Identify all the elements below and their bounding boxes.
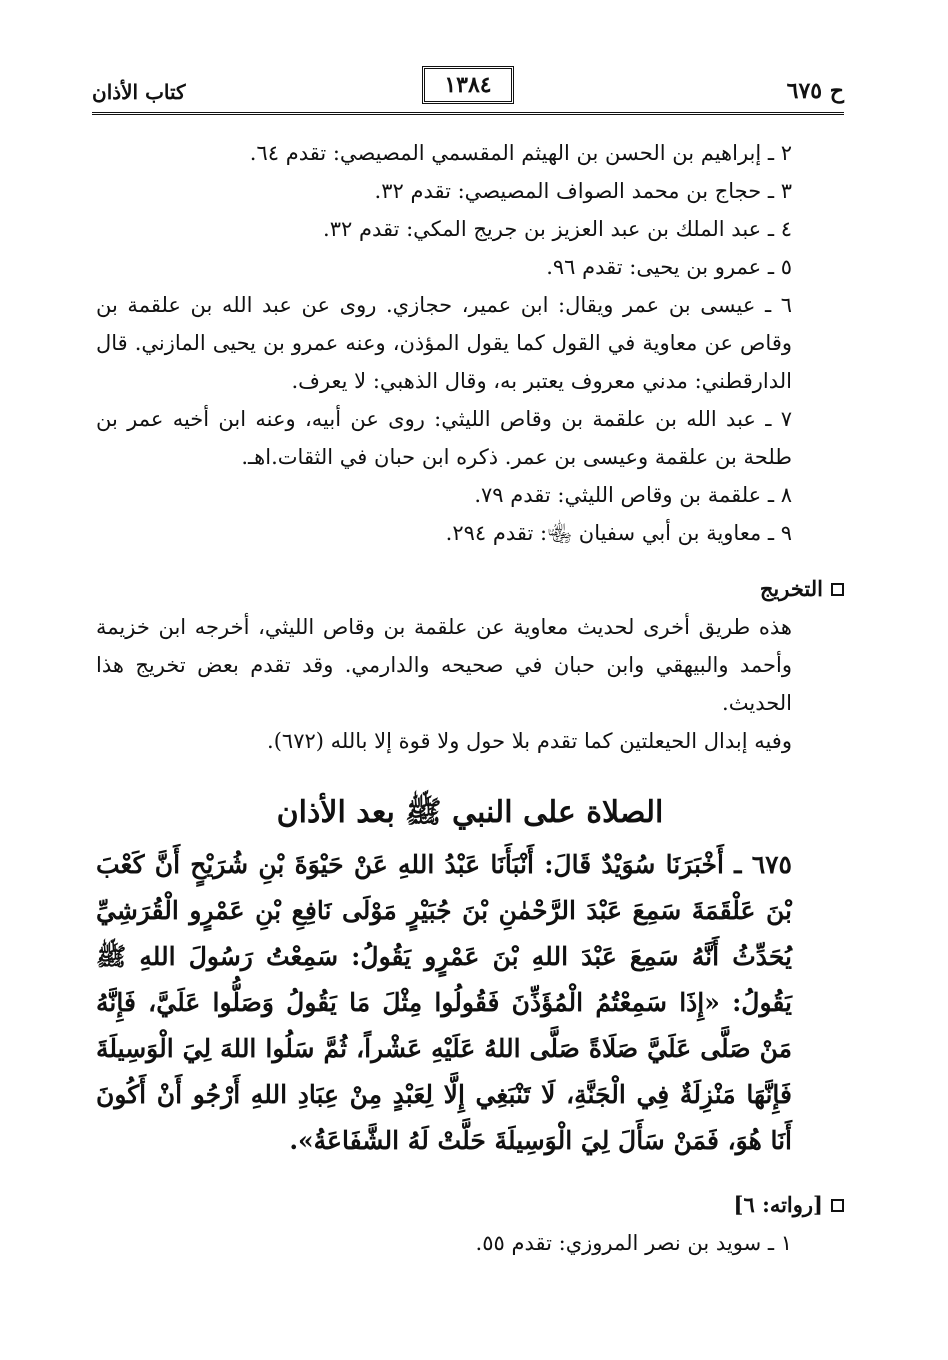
page-body [96, 134, 844, 1262]
narrator-entry: ٣ ـ حجاج بن محمد الصواف المصيصي: تقدم ٣٢. [374, 179, 792, 203]
narrator-entry: ٦ ـ عيسى بن عمر ويقال: ابن عمير، حجازي. روى عن عبد الله بن علقمة بن وقاص عن معاوية في القول كما يقول المؤذن، وعنه عمرو بن يحيى المازني. قال الدارقطني: مدني معروف يعتبر به، وقال الذهبي: لا يعرف. [96, 293, 792, 393]
chapter-title: الصلاة على النبي ﷺ بعد الأذان [276, 795, 664, 830]
running-header [92, 62, 844, 118]
takhrij-heading-label: التخريج [759, 576, 823, 601]
narrators-heading-label: [رواته: ٦] [733, 1192, 823, 1217]
page-number: ١٣٨٤ [422, 66, 514, 104]
header-rule [92, 112, 844, 115]
narrator-entry: ٧ ـ عبد الله بن علقمة بن وقاص الليثي: روى عن أبيه، وعنه ابن أخيه عمر بن طلحة بن علقمة وعيسى بن عمر. ذكره ابن حبان في الثقات.اهـ. [96, 407, 792, 469]
narrator-entry: ٥ ـ عمرو بن يحيى: تقدم ٩٦. [546, 255, 792, 279]
narrator-entry: ٤ ـ عبد الملك بن عبد العزيز بن جريج المكي: تقدم ٣٢. [323, 217, 792, 241]
checkbox-square-icon [831, 583, 844, 596]
takhrij-paragraph: هذه طريق أخرى لحديث معاوية عن علقمة بن وقاص الليثي، أخرجه ابن خزيمة وأحمد والبيهقي وابن حبان في صحيحه والدارمي. وقد تقدم بعض تخريج هذا الحديث. [96, 615, 792, 715]
checkbox-square-icon [831, 1199, 844, 1212]
narrator-entry: ١ ـ سويد بن نصر المروزي: تقدم ٥٥. [475, 1231, 792, 1255]
narrator-entry: ٩ ـ معاوية بن أبي سفيان ﵄: تقدم ٢٩٤. [445, 521, 792, 545]
takhrij-paragraph: وفيه إبدال الحيعلتين كما تقدم بلا حول ولا قوة إلا بالله (٦٧٢). [267, 729, 792, 753]
narrator-entry: ٢ ـ إبراهيم بن الحسن بن الهيثم المقسمي المصيصي: تقدم ٦٤. [249, 141, 792, 165]
hadith-range: ح ٦٧٥ [786, 78, 844, 104]
takhrij-heading [96, 570, 844, 608]
narrators-heading [96, 1186, 844, 1224]
hadith-text: ٦٧٥ ـ أَخْبَرَنَا سُوَيْدٌ قَالَ: أَنْبَأَنَا عَبْدُ اللهِ عَنْ حَيْوَةَ بْنِ شُرَيْحٍ أَنَّ كَعْبَ بْنَ عَلْقَمَةَ سَمِعَ عَبْدَ الرَّحْمٰنِ بْنَ جُبَيْرٍ مَوْلَى نَافِعِ بْنِ عَمْرٍو الْقُرَشِيِّ يُحَدِّثُ أَنَّهُ سَمِعَ عَبْدَ اللهِ بْنَ عَمْرٍو يَقُولُ: سَمِعْتُ رَسُولَ اللهِ ﷺ يَقُولُ: «إِذَا سَمِعْتُمُ الْمُؤَذِّنَ فَقُولُوا مِثْلَ مَا يَقُولُ وَصَلُّوا عَلَيَّ، فَإِنَّهُ مَنْ صَلَّى عَلَيَّ صَلَاةً صَلَّى اللهُ عَلَيْهِ عَشْراً، ثُمَّ سَلُوا اللهَ لِيَ الْوَسِيلَةَ فَإِنَّهَا مَنْزِلَةٌ فِي الْجَنَّةِ، لَا تَنْبَغِي إِلَّا لِعَبْدٍ مِنْ عِبَادِ اللهِ أَرْجُو أَنْ أَكُونَ أَنَا هُوَ، فَمَنْ سَأَلَ لِيَ الْوَسِيلَةَ حَلَّتْ لَهُ الشَّفَاعَةُ». [96, 850, 792, 1155]
book-title: كتاب الأذان [92, 80, 186, 104]
narrator-entry: ٨ ـ علقمة بن وقاص الليثي: تقدم ٧٩. [474, 483, 792, 507]
